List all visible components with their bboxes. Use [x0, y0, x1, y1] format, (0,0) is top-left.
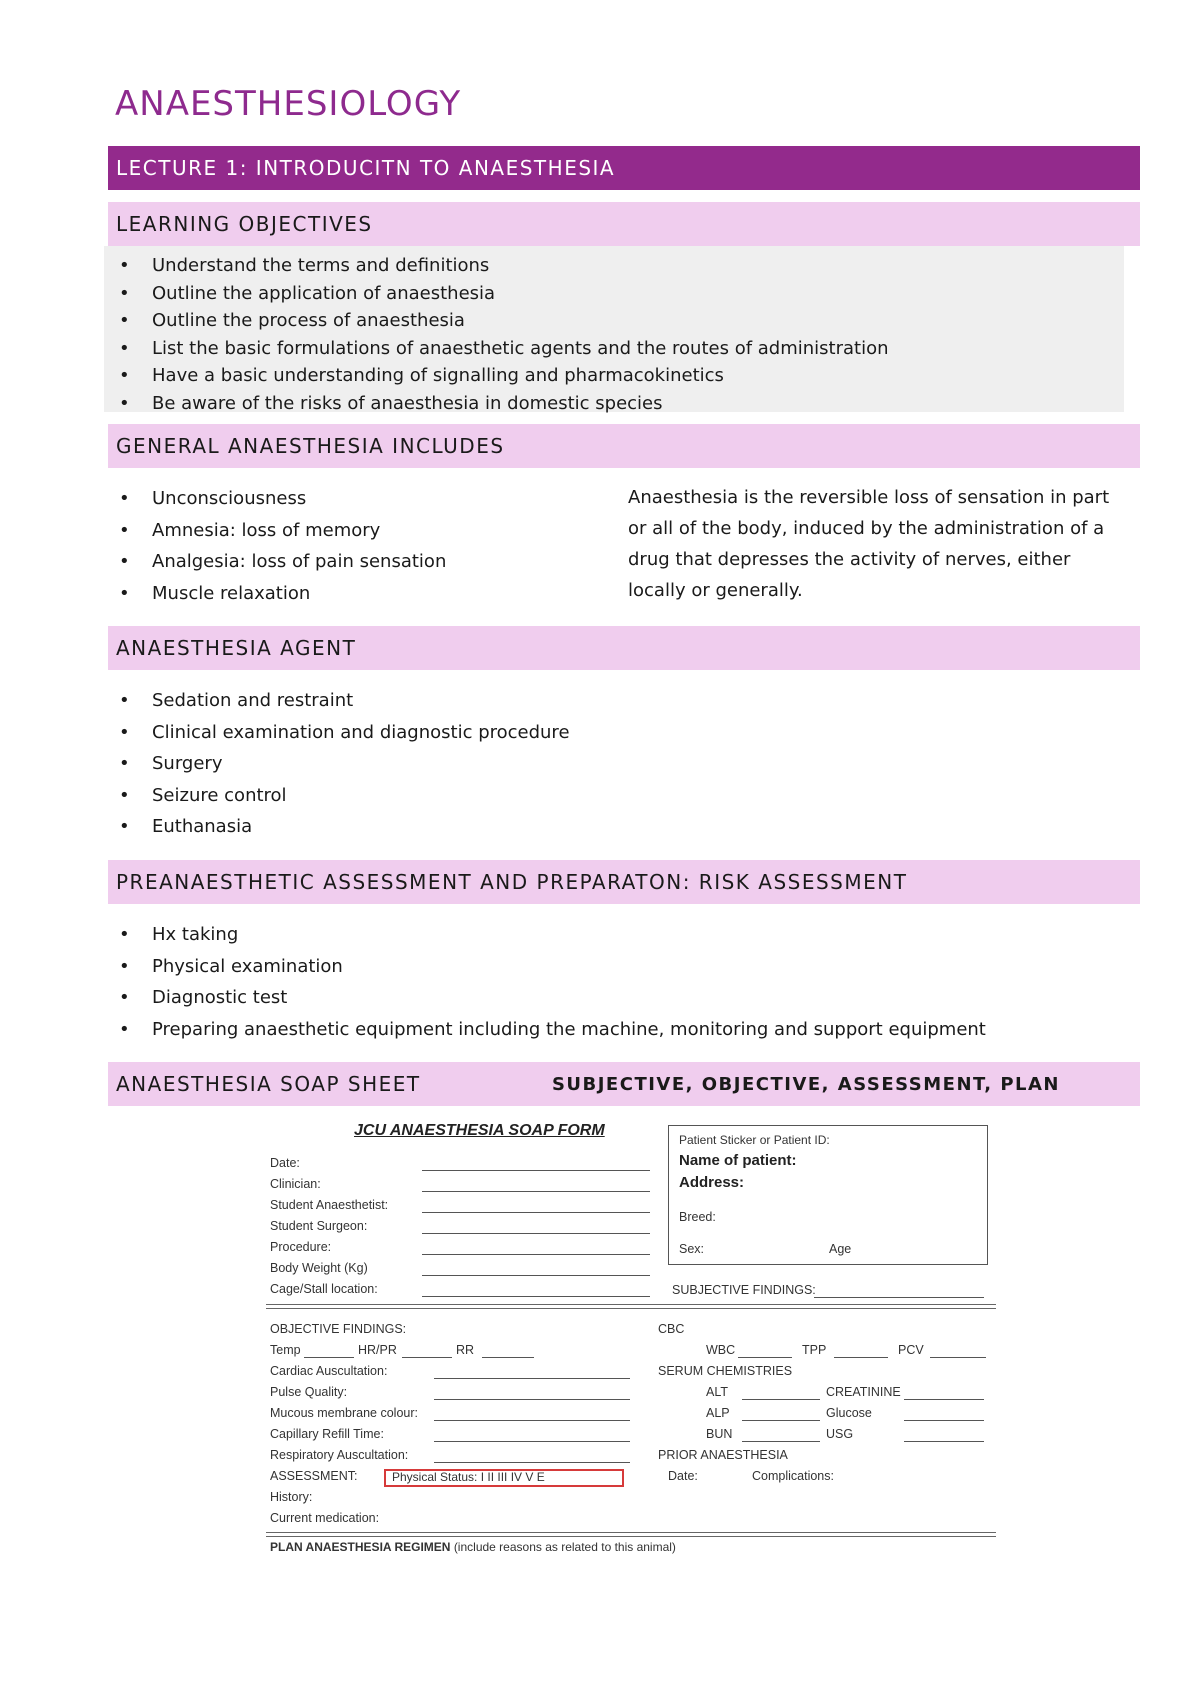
- form-field-line: [422, 1212, 650, 1213]
- hr-label: HR/PR: [358, 1343, 397, 1357]
- form-title: JCU ANAESTHESIA SOAP FORM: [354, 1122, 605, 1139]
- plan-regimen-label: [270, 1540, 676, 1554]
- complications-label: Complications:: [752, 1469, 834, 1483]
- list-item: • Understand the terms and definitions: [114, 252, 889, 280]
- form-field-label: Clinician:: [270, 1177, 321, 1191]
- age-label: Age: [829, 1242, 852, 1256]
- pcv-line: [930, 1357, 986, 1358]
- creatinine-label: CREATININE: [826, 1385, 901, 1399]
- soap-form-image: [258, 1116, 1010, 1576]
- objective-row-label: Mucous membrane colour:: [270, 1406, 418, 1420]
- subjective-findings-label: SUBJECTIVE FINDINGS:: [672, 1283, 816, 1297]
- temp-label: Temp: [270, 1343, 301, 1357]
- serum-chemistries-label: SERUM CHEMISTRIES: [658, 1364, 793, 1378]
- form-field-label: Procedure:: [270, 1240, 332, 1254]
- preanaesthetic-list: [114, 919, 986, 1045]
- usg-line: [904, 1441, 984, 1442]
- form-divider: [266, 1304, 996, 1309]
- general-anaesthesia-list: [114, 483, 446, 609]
- list-item: • Sedation and restraint: [114, 685, 570, 717]
- anaesthesia-agent-heading: ANAESTHESIA AGENT: [108, 626, 1140, 670]
- page-title: ANAESTHESIOLOGY: [115, 84, 462, 124]
- preanaesthetic-heading: PREANAESTHETIC ASSESSMENT AND PREPARATON: RISK ASSESSMENT: [108, 860, 1140, 904]
- usg-label: USG: [826, 1427, 854, 1441]
- patient-name-label: Name of patient:: [679, 1152, 797, 1169]
- list-item: • List the basic formulations of anaesthetic agents and the routes of administration: [114, 335, 889, 363]
- list-item: • Physical examination: [114, 951, 986, 983]
- plan-regimen-note: (include reasons as related to this animal): [453, 1540, 676, 1554]
- form-field-line: [422, 1254, 650, 1255]
- glucose-line: [904, 1420, 984, 1421]
- physical-status-label: Physical Status: I II III IV V E: [392, 1470, 545, 1484]
- learning-objectives-heading: LEARNING OBJECTIVES: [108, 202, 1140, 246]
- list-item: • Diagnostic test: [114, 982, 986, 1014]
- lecture-title-bar: LECTURE 1: INTRODUCITN TO ANAESTHESIA: [108, 146, 1140, 190]
- patient-address-label: Address:: [679, 1174, 745, 1191]
- form-field-label: Date:: [270, 1156, 300, 1170]
- tpp-line: [834, 1357, 888, 1358]
- soap-sheet-title: ANAESTHESIA SOAP SHEET: [116, 1072, 421, 1096]
- list-item: • Have a basic understanding of signalling and pharmacokinetics: [114, 362, 889, 390]
- form-field-label: Student Surgeon:: [270, 1219, 368, 1233]
- form-field-line: [422, 1296, 650, 1297]
- objective-row-line: [434, 1462, 630, 1463]
- list-item: • Preparing anaesthetic equipment including the machine, monitoring and support equipment: [114, 1014, 986, 1046]
- list-item: • Unconsciousness: [114, 483, 446, 515]
- list-item: • Amnesia: loss of memory: [114, 515, 446, 547]
- form-field-label: Cage/Stall location:: [270, 1282, 378, 1296]
- alt-line: [742, 1399, 820, 1400]
- alp-label: ALP: [706, 1406, 730, 1420]
- objectives-list: [114, 252, 889, 418]
- alt-label: ALT: [706, 1385, 728, 1399]
- list-item: • Surgery: [114, 748, 570, 780]
- list-item: • Muscle relaxation: [114, 578, 446, 610]
- objective-row-label: Capillary Refill Time:: [270, 1427, 384, 1441]
- list-item: • Analgesia: loss of pain sensation: [114, 546, 446, 578]
- prior-date-label: Date:: [668, 1469, 698, 1483]
- general-anaesthesia-heading: GENERAL ANAESTHESIA INCLUDES: [108, 424, 1140, 468]
- rr-label: RR: [456, 1343, 475, 1357]
- objective-findings-label: OBJECTIVE FINDINGS:: [270, 1322, 407, 1336]
- list-item: • Outline the application of anaesthesia: [114, 280, 889, 308]
- objective-row-line: [434, 1399, 630, 1400]
- history-label: History:: [270, 1490, 313, 1504]
- wbc-line: [738, 1357, 792, 1358]
- alp-line: [742, 1420, 820, 1421]
- objective-row-label: Pulse Quality:: [270, 1385, 348, 1399]
- anaesthesia-definition: Anaesthesia is the reversible loss of sensation in part or all of the body, induced by the administration of a drug that depresses the activity of nerves, either locally or generally.: [628, 487, 1110, 601]
- cbc-label: CBC: [658, 1322, 685, 1336]
- pcv-label: PCV: [898, 1343, 924, 1357]
- prior-anaesthesia-label: PRIOR ANAESTHESIA: [658, 1448, 788, 1462]
- objective-row-label: Cardiac Auscultation:: [270, 1364, 388, 1378]
- tpp-label: TPP: [802, 1343, 827, 1357]
- breed-label: Breed:: [679, 1210, 716, 1224]
- list-item: • Clinical examination and diagnostic procedure: [114, 717, 570, 749]
- patient-sticker-box: [668, 1125, 988, 1265]
- list-item: • Seizure control: [114, 780, 570, 812]
- soap-sheet-heading: [108, 1062, 1140, 1106]
- form-field-line: [422, 1233, 650, 1234]
- hr-line: [402, 1357, 452, 1358]
- rr-line: [482, 1357, 534, 1358]
- sex-label: Sex:: [679, 1242, 705, 1256]
- form-divider: [266, 1532, 996, 1537]
- sticker-label: Patient Sticker or Patient ID:: [679, 1133, 830, 1147]
- list-item: • Euthanasia: [114, 811, 570, 843]
- form-field-line: [422, 1191, 650, 1192]
- form-field-label: Body Weight (Kg): [270, 1261, 368, 1275]
- soap-sheet-subtitle: SUBJECTIVE, OBJECTIVE, ASSESSMENT, PLAN: [551, 1073, 1060, 1095]
- list-item: • Be aware of the risks of anaesthesia in domestic species: [114, 390, 889, 418]
- subjective-line: [814, 1297, 984, 1298]
- plan-regimen-title: PLAN ANAESTHESIA REGIMEN: [270, 1540, 451, 1554]
- objective-row-label: Respiratory Auscultation:: [270, 1448, 409, 1462]
- objective-row-line: [434, 1378, 630, 1379]
- objective-row-line: [434, 1420, 630, 1421]
- temp-line: [304, 1357, 354, 1358]
- wbc-label: WBC: [706, 1343, 736, 1357]
- current-medication-label: Current medication:: [270, 1511, 380, 1525]
- creatinine-line: [904, 1399, 984, 1400]
- bun-label: BUN: [706, 1427, 733, 1441]
- form-field-label: Student Anaesthetist:: [270, 1198, 389, 1212]
- objective-row-line: [434, 1441, 630, 1442]
- assessment-label: ASSESSMENT:: [270, 1469, 358, 1483]
- bun-line: [742, 1441, 820, 1442]
- form-field-line: [422, 1275, 650, 1276]
- anaesthesia-agent-list: [114, 685, 570, 843]
- glucose-label: Glucose: [826, 1406, 872, 1420]
- form-field-line: [422, 1170, 650, 1171]
- list-item: • Outline the process of anaesthesia: [114, 307, 889, 335]
- list-item: • Hx taking: [114, 919, 986, 951]
